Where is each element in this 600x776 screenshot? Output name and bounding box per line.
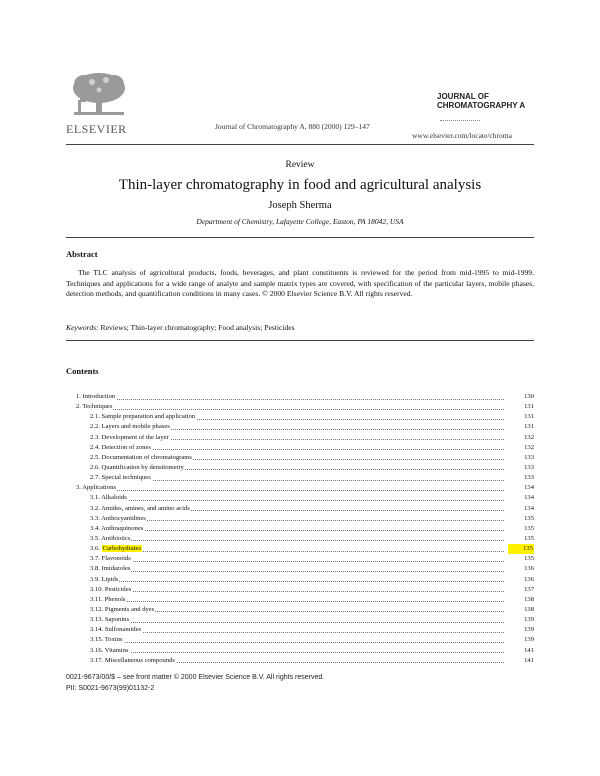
- toc-item-page: 135: [508, 544, 534, 554]
- keywords-label: Keywords:: [66, 323, 99, 332]
- toc-item-anthraquinones[interactable]: [76, 524, 534, 534]
- toc-item-label: 3.16. Vitamins: [90, 646, 129, 654]
- toc-item-label: 3.15. Toxins: [90, 636, 123, 644]
- toc-item-quantification[interactable]: [76, 463, 534, 473]
- abstract-heading: Abstract: [66, 249, 98, 259]
- toc-item-label: 2.5. Documentation of chromatograms: [90, 453, 192, 461]
- toc-item-page: 130: [524, 393, 534, 400]
- toc-item-label: 3.4. Anthraquinones: [90, 524, 144, 532]
- toc-item-pesticides[interactable]: [76, 585, 534, 595]
- toc-item-page: 132: [524, 433, 534, 441]
- journal-title-line2: CHROMATOGRAPHY A: [437, 101, 526, 110]
- toc-item-special-techniques[interactable]: [76, 473, 534, 483]
- toc-item-page: 138: [524, 595, 534, 603]
- toc-item-label: 3.7. Flavonoids: [90, 555, 131, 563]
- toc-item-page: 139: [524, 636, 534, 644]
- toc-item-imidazoles[interactable]: [76, 564, 534, 574]
- toc-item-label: 3.17. Miscellaneous compounds: [90, 656, 175, 664]
- toc-item-sulfonamides[interactable]: [76, 625, 534, 635]
- toc-item-label: 2.3. Development of the layer: [90, 433, 169, 441]
- toc-item-label: 2. Techniques: [76, 403, 113, 411]
- toc-item-anthocyanidines[interactable]: [76, 514, 534, 524]
- toc-item-label: 3.1. Alkaloids: [90, 494, 127, 502]
- journal-title-line1: JOURNAL OF: [437, 92, 489, 101]
- toc-item-page: 139: [524, 616, 534, 624]
- toc-item-page: 135: [524, 514, 534, 522]
- toc-item-page: 131: [524, 413, 534, 421]
- toc-item-page: 141: [524, 646, 534, 654]
- toc-item-page: 135: [524, 524, 534, 532]
- article-title: Thin-layer chromatography in food and agricultural analysis: [118, 177, 482, 193]
- toc-item-amides[interactable]: [76, 504, 534, 514]
- pii-line: PII: S0021-9673(99)01132-2: [66, 685, 155, 692]
- toc-item-label: 2.2. Layers and mobile phases: [90, 423, 170, 431]
- toc-item-label: 3.12. Pigments and dyes: [90, 605, 155, 613]
- section-divider: [66, 237, 534, 238]
- journal-citation: Journal of Chromatography A, 880 (2000) 129–147: [215, 122, 370, 131]
- toc-item-page: 133: [524, 463, 534, 471]
- front-matter-footer: [66, 672, 324, 694]
- toc-item-documentation[interactable]: [76, 453, 534, 463]
- toc-item-sample-preparation[interactable]: [76, 412, 534, 422]
- toc-item-phenols[interactable]: [76, 595, 534, 605]
- toc-item-label: 3.9. Lipids: [90, 575, 119, 583]
- journal-url[interactable]: www.elsevier.com/locate/chroma: [412, 131, 512, 140]
- keywords-line: [66, 323, 295, 332]
- author-name: Joseph Sherma: [268, 200, 332, 211]
- toc-item-page: 131: [524, 403, 534, 411]
- toc-item-page: 132: [524, 443, 534, 451]
- toc-item-antibiotics[interactable]: [76, 534, 534, 544]
- highlighted-text: Carbohydrates: [102, 545, 141, 553]
- toc-item-label: 3.5. Antibiotics: [90, 534, 131, 542]
- header-divider: [66, 144, 534, 145]
- toc-item-label: 2.6. Quantification by densitometry: [90, 463, 184, 471]
- toc-item-number: 3.6.: [90, 545, 100, 553]
- toc-item-page: 134: [524, 494, 534, 502]
- toc-item-flavonoids[interactable]: [76, 554, 534, 564]
- toc-item-label: 3.2. Amides, amines, and amino acids: [90, 504, 190, 512]
- toc-item-detection[interactable]: [76, 443, 534, 453]
- toc-item-page: 141: [524, 656, 534, 664]
- toc-item-introduction[interactable]: [76, 392, 534, 402]
- toc-item-label: 3.14. Sulfonamides: [90, 626, 142, 634]
- toc-item-label: 3. Applications: [76, 484, 116, 492]
- toc-item-alkaloids[interactable]: [76, 493, 534, 503]
- toc-item-label: 3.11. Phenols: [90, 595, 126, 603]
- toc-item-page: 138: [524, 605, 534, 613]
- toc-item-page: 133: [524, 474, 534, 482]
- toc-item-page: 136: [524, 575, 534, 583]
- toc-item-page: 139: [524, 626, 534, 634]
- section-divider: [66, 340, 534, 341]
- toc-item-saponins[interactable]: [76, 615, 534, 625]
- toc-item-label: 2.1. Sample preparation and application: [90, 413, 196, 421]
- toc-item-miscellaneous[interactable]: [76, 656, 534, 666]
- toc-item-label: 3.8. Imidazoles: [90, 565, 131, 573]
- toc-item-page: 134: [524, 484, 534, 492]
- keywords-text: Reviews; Thin-layer chromatography; Food analysis; Pesticides: [100, 323, 295, 332]
- toc-item-label: 1. Introduction: [76, 393, 116, 400]
- abstract-text: The TLC analysis of agricultural products, foods, beverages, and plant constituents is reviewed for the period from mid-1995 to mid-1999. Techniques and applications for a wide range of analyte and sample matrix types are covered, with specification of the particular layers, mobile phases, detection methods, and quantification conditions in many cases. © 2000 Elsevier Science B.V. All rights reserved.: [66, 268, 534, 298]
- author-affiliation: Department of Chemistry, Lafayette College, Easton, PA 18042, USA: [196, 217, 404, 226]
- toc-item-page: 134: [524, 504, 534, 512]
- table-of-contents: [76, 392, 534, 666]
- toc-item-applications[interactable]: [76, 483, 534, 493]
- toc-item-techniques[interactable]: [76, 402, 534, 412]
- toc-item-toxins[interactable]: [76, 635, 534, 645]
- toc-item-page: 136: [524, 565, 534, 573]
- contents-heading: Contents: [66, 366, 99, 376]
- publisher-name: ELSEVIER: [66, 122, 127, 136]
- toc-item-carbohydrates[interactable]: [76, 544, 534, 554]
- toc-item-label: 3.3. Anthocyanidines: [90, 514, 146, 522]
- toc-item-development[interactable]: [76, 433, 534, 443]
- toc-item-label: 2.7. Special techniques: [90, 474, 151, 482]
- toc-item-label: 3.13. Saponins: [90, 616, 130, 624]
- journal-title-logo: [437, 92, 567, 110]
- toc-item-page: 131: [524, 423, 534, 431]
- toc-item-label: 2.4. Detection of zones: [90, 443, 151, 451]
- toc-item-page: 133: [524, 453, 534, 461]
- elsevier-tree-logo: [66, 70, 132, 120]
- toc-item-label: [90, 544, 143, 554]
- toc-item-pigments[interactable]: [76, 605, 534, 615]
- toc-item-page: 137: [524, 585, 534, 593]
- toc-item-page: 135: [524, 555, 534, 563]
- toc-item-layers[interactable]: [76, 422, 534, 432]
- toc-item-vitamins[interactable]: [76, 646, 534, 656]
- copyright-line: 0021-9673/00/$ – see front matter © 2000 Elsevier Science B.V. All rights reserved.: [66, 674, 325, 681]
- toc-item-label: 3.10. Pesticides: [90, 585, 132, 593]
- toc-item-lipids[interactable]: [76, 575, 534, 585]
- toc-item-page: 135: [524, 534, 534, 542]
- article-type: Review: [285, 160, 315, 170]
- decorative-dots: [440, 120, 480, 121]
